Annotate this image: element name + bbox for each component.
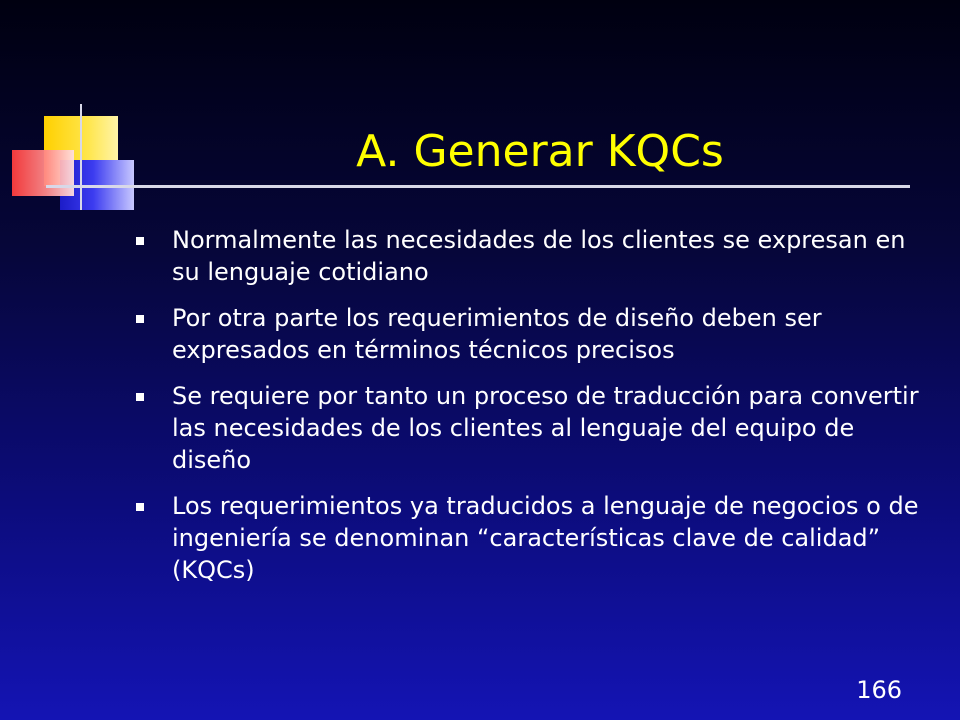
page-number: 166 (856, 676, 902, 704)
red-square-decoration (12, 150, 74, 196)
bullet-item (134, 224, 924, 288)
bullet-list (134, 224, 924, 600)
square-bullet-icon (136, 393, 144, 401)
bullet-item (134, 302, 924, 366)
title-underline (46, 185, 910, 188)
square-bullet-icon (136, 503, 144, 511)
vertical-rule (80, 104, 82, 210)
bullet-text: Los requerimientos ya traducidos a lenguaje de negocios o de ingeniería se denominan “características clave de calidad” (KQCs) (172, 492, 919, 584)
bullet-item (134, 380, 924, 476)
square-bullet-icon (136, 315, 144, 323)
bullet-text: Se requiere por tanto un proceso de traducción para convertir las necesidades de los clientes al lenguaje del equipo de diseño (172, 382, 919, 474)
slide-title: A. Generar KQCs (356, 126, 724, 177)
bullet-item (134, 490, 924, 586)
bullet-text: Normalmente las necesidades de los clientes se expresan en su lenguaje cotidiano (172, 226, 906, 286)
square-bullet-icon (136, 237, 144, 245)
bullet-text: Por otra parte los requerimientos de diseño deben ser expresados en términos técnicos precisos (172, 304, 822, 364)
